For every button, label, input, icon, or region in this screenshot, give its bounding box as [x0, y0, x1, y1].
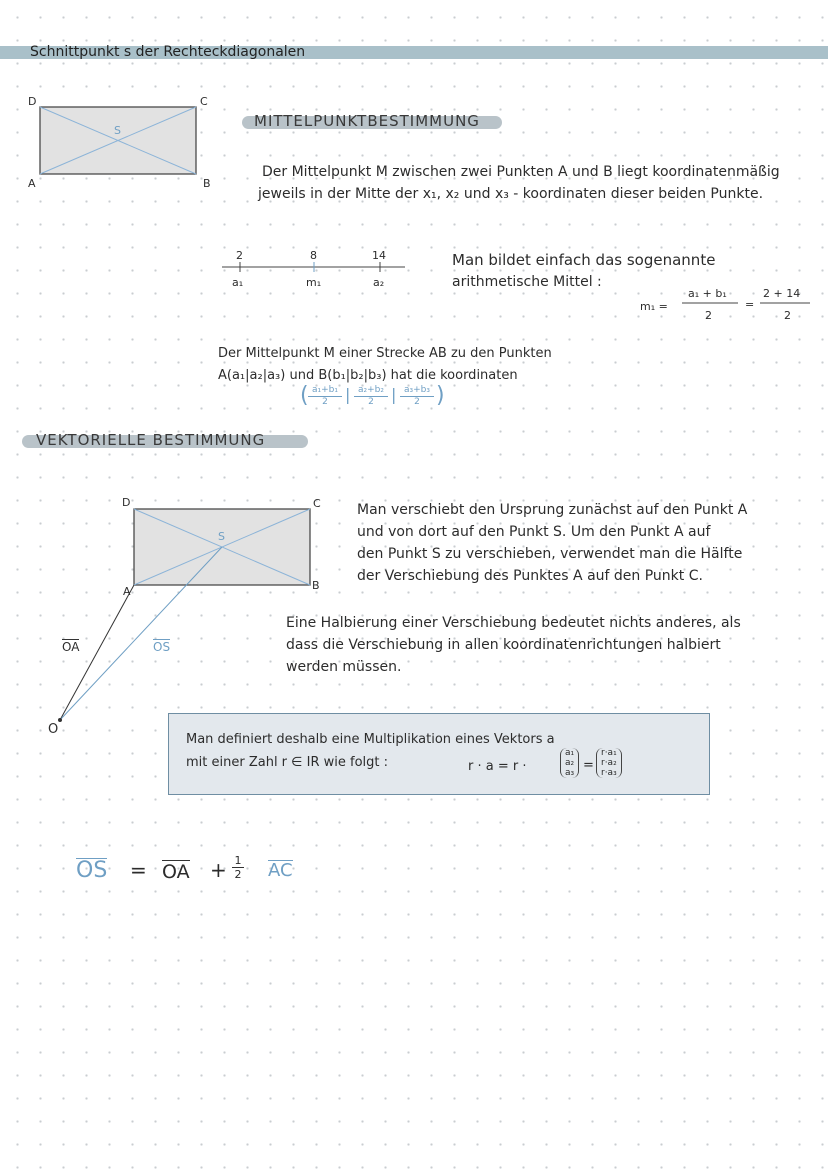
numberline-lab-mid: m₁: [306, 276, 322, 289]
para1-line-4: der Verschiebung des Punktes A auf den Punkt C.: [357, 568, 703, 584]
rect1-label-a: A: [28, 177, 36, 190]
numberline-val-mid: 8: [310, 249, 317, 262]
rect2-label-d: D: [122, 496, 131, 509]
vector-oa-label: OA: [62, 640, 80, 654]
formula-num1: a₁ + b₁: [688, 287, 727, 300]
formula-den2: 2: [784, 309, 791, 322]
page-title: Schnittpunkt s der Rechteckdiagonalen: [30, 44, 306, 60]
para1-line-2: und von dort auf den Punkt S. Um den Punkt A auf: [357, 524, 711, 540]
coords-num-3: a₃+b₃: [400, 385, 434, 397]
coords-open-paren: (: [300, 383, 309, 408]
intro-line-1: Der Mittelpunkt M zwischen zwei Punkten A und B liegt koordinatenmäßig: [262, 164, 780, 180]
final-frac-den: 2: [234, 868, 242, 881]
final-frac: [232, 854, 244, 881]
final-oa: OA: [162, 861, 190, 883]
paragraph-verschiebung: [357, 499, 747, 587]
coords-num-2: a₂+b₂: [354, 385, 388, 397]
coords-den-2: 2: [368, 397, 374, 407]
rect1-label-s: S: [114, 124, 121, 137]
vector-a: [560, 748, 579, 778]
vector-ra-1: r·a₁: [601, 748, 617, 758]
coords-den-1: 2: [322, 397, 328, 407]
origin-point: [58, 718, 62, 722]
para2-line-2: dass die Verschiebung in allen koordinatenrichtungen halbiert: [286, 637, 721, 653]
coords-close-paren: ): [436, 383, 445, 408]
vector-ra-2: r·a₂: [601, 758, 617, 768]
rect1-label-c: C: [200, 95, 208, 108]
vector-os-label: OS: [153, 640, 171, 654]
box-line-2: mit einer Zahl r ∈ IR wie folgt :: [186, 755, 388, 770]
coords-frac-1: [308, 385, 342, 408]
formula-den1: 2: [705, 309, 712, 322]
strecke-line-2: A(a₁|a₂|a₃) und B(b₁|b₂|b₃) hat die koordinaten: [218, 368, 518, 383]
final-eq: =: [130, 858, 147, 882]
mean-line-2: arithmetische Mittel :: [452, 274, 602, 290]
numberline-val-left: 2: [236, 249, 243, 262]
rect2-label-s: S: [218, 530, 225, 543]
coords-sep-1: |: [345, 385, 351, 404]
strecke-line-1: Der Mittelpunkt M einer Strecke AB zu den Punkten: [218, 346, 552, 361]
vector-ra: [596, 748, 622, 778]
intro-line-2: jeweils in der Mitte der x₁, x₂ und x₃ - koordinaten dieser beiden Punkte.: [258, 186, 764, 202]
coords-num-1: a₁+b₁: [308, 385, 342, 397]
coords-frac-3: [400, 385, 434, 408]
box-line-1: Man definiert deshalb eine Multiplikation eines Vektors a: [186, 732, 555, 747]
mean-line-1: Man bildet einfach das sogenannte: [452, 251, 716, 269]
final-ac: AC: [268, 860, 293, 881]
paragraph-halbierung: [286, 612, 741, 678]
box-eq: =: [583, 758, 594, 773]
vector-a-3: a₃: [565, 768, 575, 778]
formula-num2: 2 + 14: [763, 287, 801, 300]
vector-a-1: a₁: [565, 748, 575, 758]
para1-line-3: den Punkt S zu verschieben, verwendet man die Hälfte: [357, 546, 743, 562]
para2-line-1: Eine Halbierung einer Verschiebung bedeutet nichts anderes, als: [286, 615, 741, 631]
rect1-label-b: B: [203, 177, 211, 190]
numberline-lab-right: a₂: [373, 276, 385, 289]
final-frac-num: 1: [232, 854, 244, 868]
numberline-val-right: 14: [372, 249, 386, 262]
box-rhs-prefix: r · a = r ·: [468, 759, 527, 774]
vector-a-2: a₂: [565, 758, 575, 768]
final-plus: +: [210, 858, 227, 882]
vector-ra-3: r·a₃: [601, 768, 617, 778]
coords-sep-2: |: [391, 385, 397, 404]
rect1-label-d: D: [28, 95, 37, 108]
formula-lhs: m₁ =: [640, 300, 668, 313]
coords-den-3: 2: [414, 397, 420, 407]
para1-line-1: Man verschiebt den Ursprung zunächst auf den Punkt A: [357, 502, 748, 518]
rect2-label-a: A: [123, 585, 131, 598]
heading-mittelpunktbestimmung: MITTELPUNKTBESTIMMUNG: [254, 112, 480, 130]
para2-line-3: werden müssen.: [286, 659, 402, 675]
rect2-label-b: B: [312, 579, 320, 592]
origin-label: O: [48, 722, 59, 737]
formula-eq: =: [745, 298, 755, 311]
numberline-lab-left: a₁: [232, 276, 244, 289]
heading-vektorielle-bestimmung: VEKTORIELLE BESTIMMUNG: [36, 431, 266, 449]
rect2-label-c: C: [313, 497, 321, 510]
final-os: OS: [76, 858, 108, 883]
coords-frac-2: [354, 385, 388, 408]
